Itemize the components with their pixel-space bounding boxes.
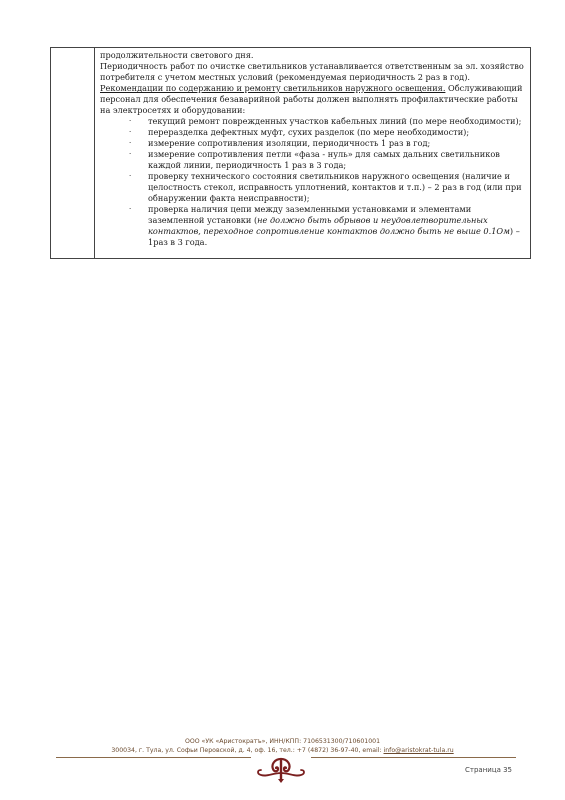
recommendations-heading: Рекомендации по содержанию и ремонту светильников наружного освещения. bbox=[100, 83, 446, 93]
bullet-icon: · bbox=[129, 117, 132, 125]
maintenance-list bbox=[100, 116, 528, 248]
footer-address: 300034, г. Тула, ул. Софьи Перовской, д. 4, оф. 16, тел.: +7 (4872) 36-97-40, email: bbox=[111, 747, 384, 754]
bullet-icon: · bbox=[129, 205, 132, 213]
list-item: · измерение сопротивления изоляции, периодичность 1 раз в год; bbox=[129, 138, 431, 148]
footer-company-line: ООО «УК «Аристократъ», ИНН/КПП: 7106531300/710601001 bbox=[184, 738, 381, 745]
bullet-icon: · bbox=[129, 128, 132, 136]
footer-address-line bbox=[0, 747, 565, 754]
paragraph-recommendations bbox=[100, 83, 528, 116]
ornament-icon bbox=[251, 755, 311, 785]
list-item: · текущий ремонт поврежденных участков кабельных линий (по мере необходимости); bbox=[129, 116, 522, 126]
content-table bbox=[50, 47, 531, 259]
table-cell-content bbox=[100, 50, 528, 248]
bullet-icon: · bbox=[129, 150, 132, 158]
list-item: · проверка наличия цепи между заземленными установками и элементами заземленной установки (не должно быть обрывов и неудовлетворительных контактов, переходное сопротивление контактов должно быть не выше 0.1Ом) – 1раз в 3 года. bbox=[129, 204, 520, 247]
recommendations-intro: Обслуживающий персонал для обеспечения безаварийной работы должен выполнять профилактические работы на электросетях и оборудовании: bbox=[100, 83, 523, 115]
paragraph-continuation: продолжительности светового дня. bbox=[100, 50, 254, 60]
list-item: · проверку технического состояния светильников наружного освещения (наличие и целостность стекол, исправность уплотнений, контактов и т.п.) – 2 раз в год (или при обнаружении факта неисправности); bbox=[129, 171, 522, 203]
paragraph-cleaning-periodicity: Периодичность работ по очистке светильников устанавливается ответственным за эл. хозяйство потребителя с учетом местных условий (рекомендуемая периодичность 2 раз в год). bbox=[100, 61, 524, 82]
italic-note: не должно быть обрывов и неудовлетворительных контактов, переходное сопротивление контактов должно быть не выше 0.1Ом bbox=[148, 215, 510, 236]
table-column-divider bbox=[94, 48, 95, 258]
bullet-icon: · bbox=[129, 172, 132, 180]
footer-email-link[interactable]: info@aristokrat-tula.ru bbox=[383, 747, 454, 754]
list-item: · переразделка дефектных муфт, сухих разделок (по мере необходимости); bbox=[129, 127, 470, 137]
page-number: Страница 35 bbox=[465, 766, 513, 774]
bullet-icon: · bbox=[129, 139, 132, 147]
list-item: · измерение сопротивления петли «фаза - нуль» для самых дальних светильников каждой линии, периодичность 1 раз в 3 года; bbox=[129, 149, 500, 170]
